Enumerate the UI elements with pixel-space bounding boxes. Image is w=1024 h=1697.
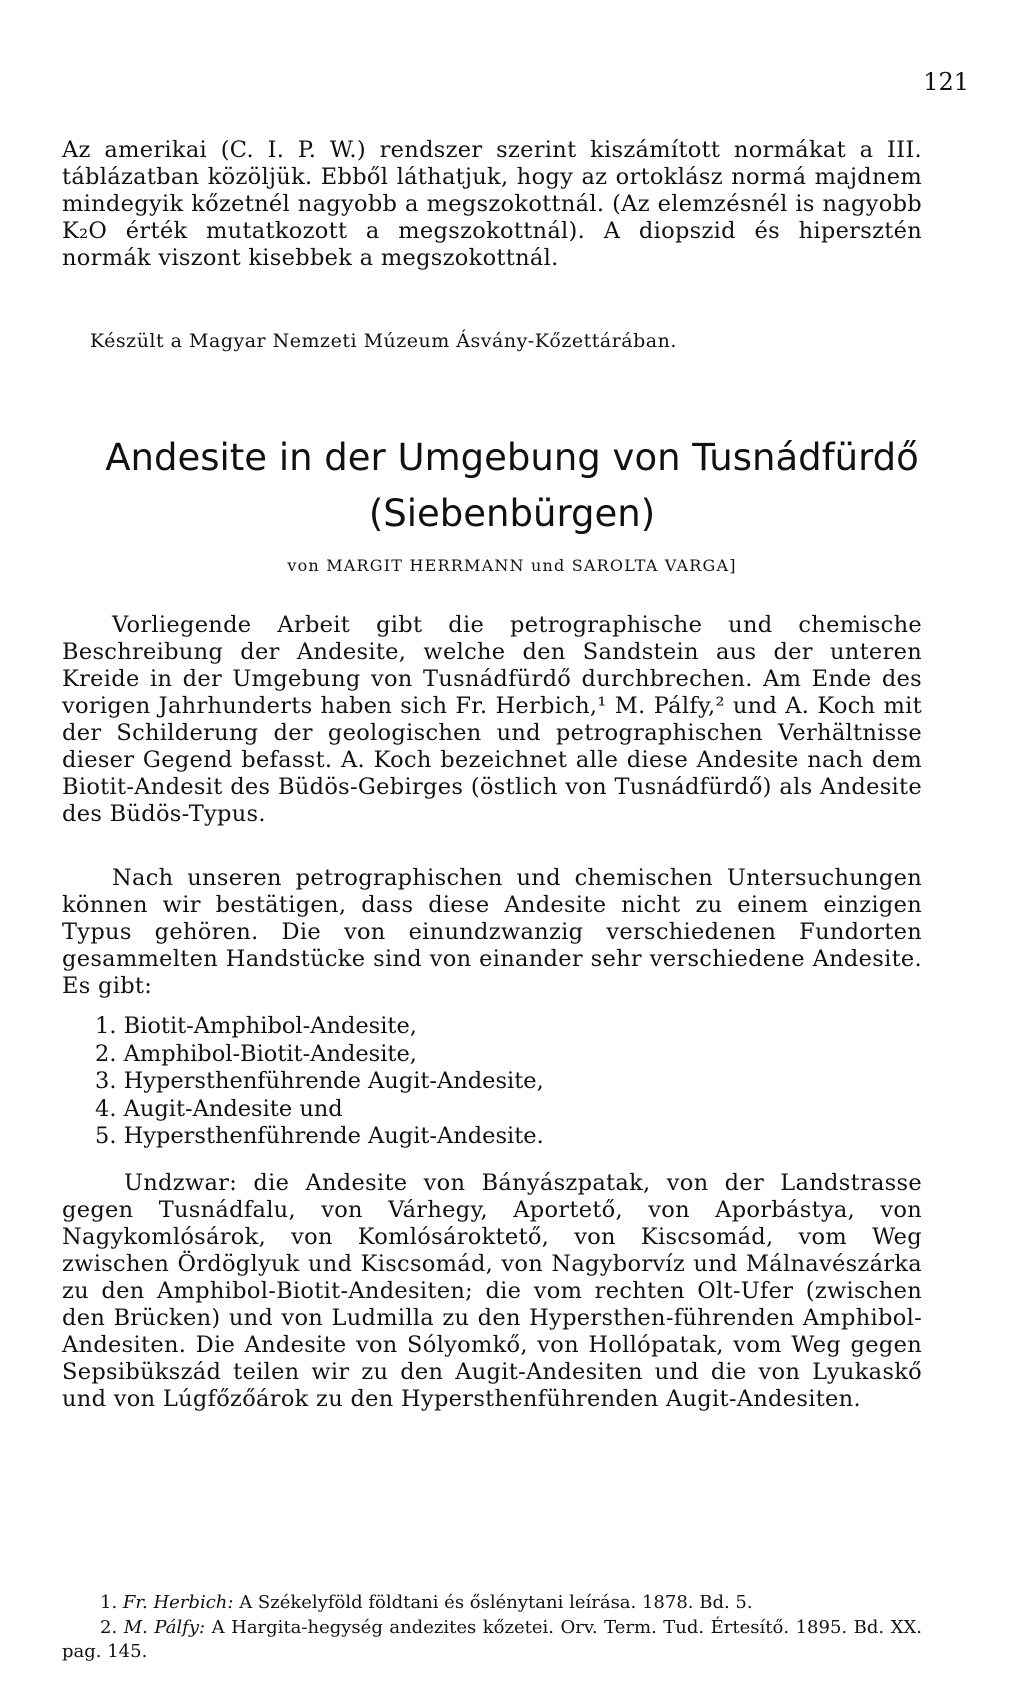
list-item: 1. Biotit-Amphibol-Andesite,	[95, 1013, 417, 1039]
title-line-1: Andesite in der Umgebung von Tusnádfürdő	[105, 436, 919, 479]
body-paragraph-2-text: Nach unseren petrographischen und chemischen Untersuchungen können wir bestätigen, dass diese Andesite nicht zu einem einzigen Typus gehören. Die von einundzwanzig verschiedenen Fundorten gesammelten Handstücke sind von einander sehr verschiedene Andesite. Es gibt:	[62, 865, 922, 999]
article-title	[0, 430, 1024, 542]
footnote-1-author: Fr. Herbich:	[122, 1592, 234, 1613]
body-paragraph-1-text: Vorliegende Arbeit gibt die petrographische und chemische Beschreibung der Andesite, welche den Sandstein aus der unteren Kreide in der Umgebung von Tusnádfürdő durchbrechen. Am Ende des vorigen Jahrhunderts haben sich Fr. Herbich,¹ M. Pálfy,² und A. Koch mit der Schilderung der geologischen und petrographischen Verhältnisse dieser Gegend befasst. A. Koch bezeichnet alle diese Andesite nach dem Biotit-Andesit des Büdös-Gebirges (östlich von Tusnádfürdő) als Andesite des Büdös-Typus.	[62, 612, 922, 827]
list-item: 4. Augit-Andesite und	[95, 1095, 343, 1122]
intro-text: Az amerikai (C. I. P. W.) rendszer szerint kiszámított normákat a III. táblázatban közöljük. Ebből láthatjuk, hogy az ortoklász normá majdnem mindegyik kőzetnél nagyobb a megszokottnál. (Az elemzésnél is nagyobb K₂O érték mutatkozott a megszokottnál). A diopszid és hipersztén normák viszont kisebbek a megszokottnál.	[62, 137, 922, 271]
page-number: 121	[923, 68, 969, 96]
andesite-type-list	[95, 1013, 544, 1151]
body-paragraph-1	[62, 612, 922, 828]
footnote-2-author: M. Pálfy:	[123, 1617, 206, 1638]
list-item: 5. Hypersthenführende Augit-Andesite.	[95, 1123, 544, 1149]
footnote-2-number: 2.	[100, 1617, 118, 1638]
footnote-2	[62, 1616, 922, 1664]
footnote-1-number: 1.	[100, 1592, 118, 1613]
body-paragraph-3	[62, 1170, 922, 1413]
authors-line: von MARGIT HERRMANN und SAROLTA VARGA]	[287, 556, 737, 575]
footnote-2-text: A Hargita-hegység andezites kőzetei. Orv. Term. Tud. Értesítő. 1895. Bd. XX. pag. 145.	[62, 1617, 922, 1662]
list-item: 3. Hypersthenführende Augit-Andesite,	[95, 1068, 544, 1094]
made-in-note: Készült a Magyar Nemzeti Múzeum Ásvány-Kőzettárában.	[90, 330, 677, 352]
intro-paragraph	[62, 137, 922, 272]
footnote-1-text: A Székelyföld földtani és őslénytani leírása. 1878. Bd. 5.	[239, 1592, 753, 1613]
title-line-2: (Siebenbürgen)	[368, 492, 656, 535]
footnote-1	[62, 1591, 922, 1615]
body-paragraph-2	[62, 865, 922, 1000]
list-item: 2. Amphibol-Biotit-Andesite,	[95, 1040, 417, 1067]
body-paragraph-3-text: Undzwar: die Andesite von Bányászpatak, von der Landstrasse gegen Tusnádfalu, von Várhegy, Aportető, von Aporbástya, von Nagykomlósárok, von Komlósároktető, von Kiscsomád, vom Weg zwischen Ördöglyuk und Kiscsomád, von Nagyborvíz und Málnavészárka zu den Amphibol-Biotit-Andesiten; die vom rechten Olt-Ufer (zwischen den Brücken) und von Ludmilla zu den Hypersthen-führenden Amphibol-Andesiten. Die Andesite von Sólyomkő, von Hollópatak, vom Weg gegen Sepsibükszád teilen wir zu den Augit-Andesiten und die von Lyukaskő und von Lúgfőzőárok zu den Hypersthenführenden Augit-Andesiten.	[62, 1170, 922, 1412]
